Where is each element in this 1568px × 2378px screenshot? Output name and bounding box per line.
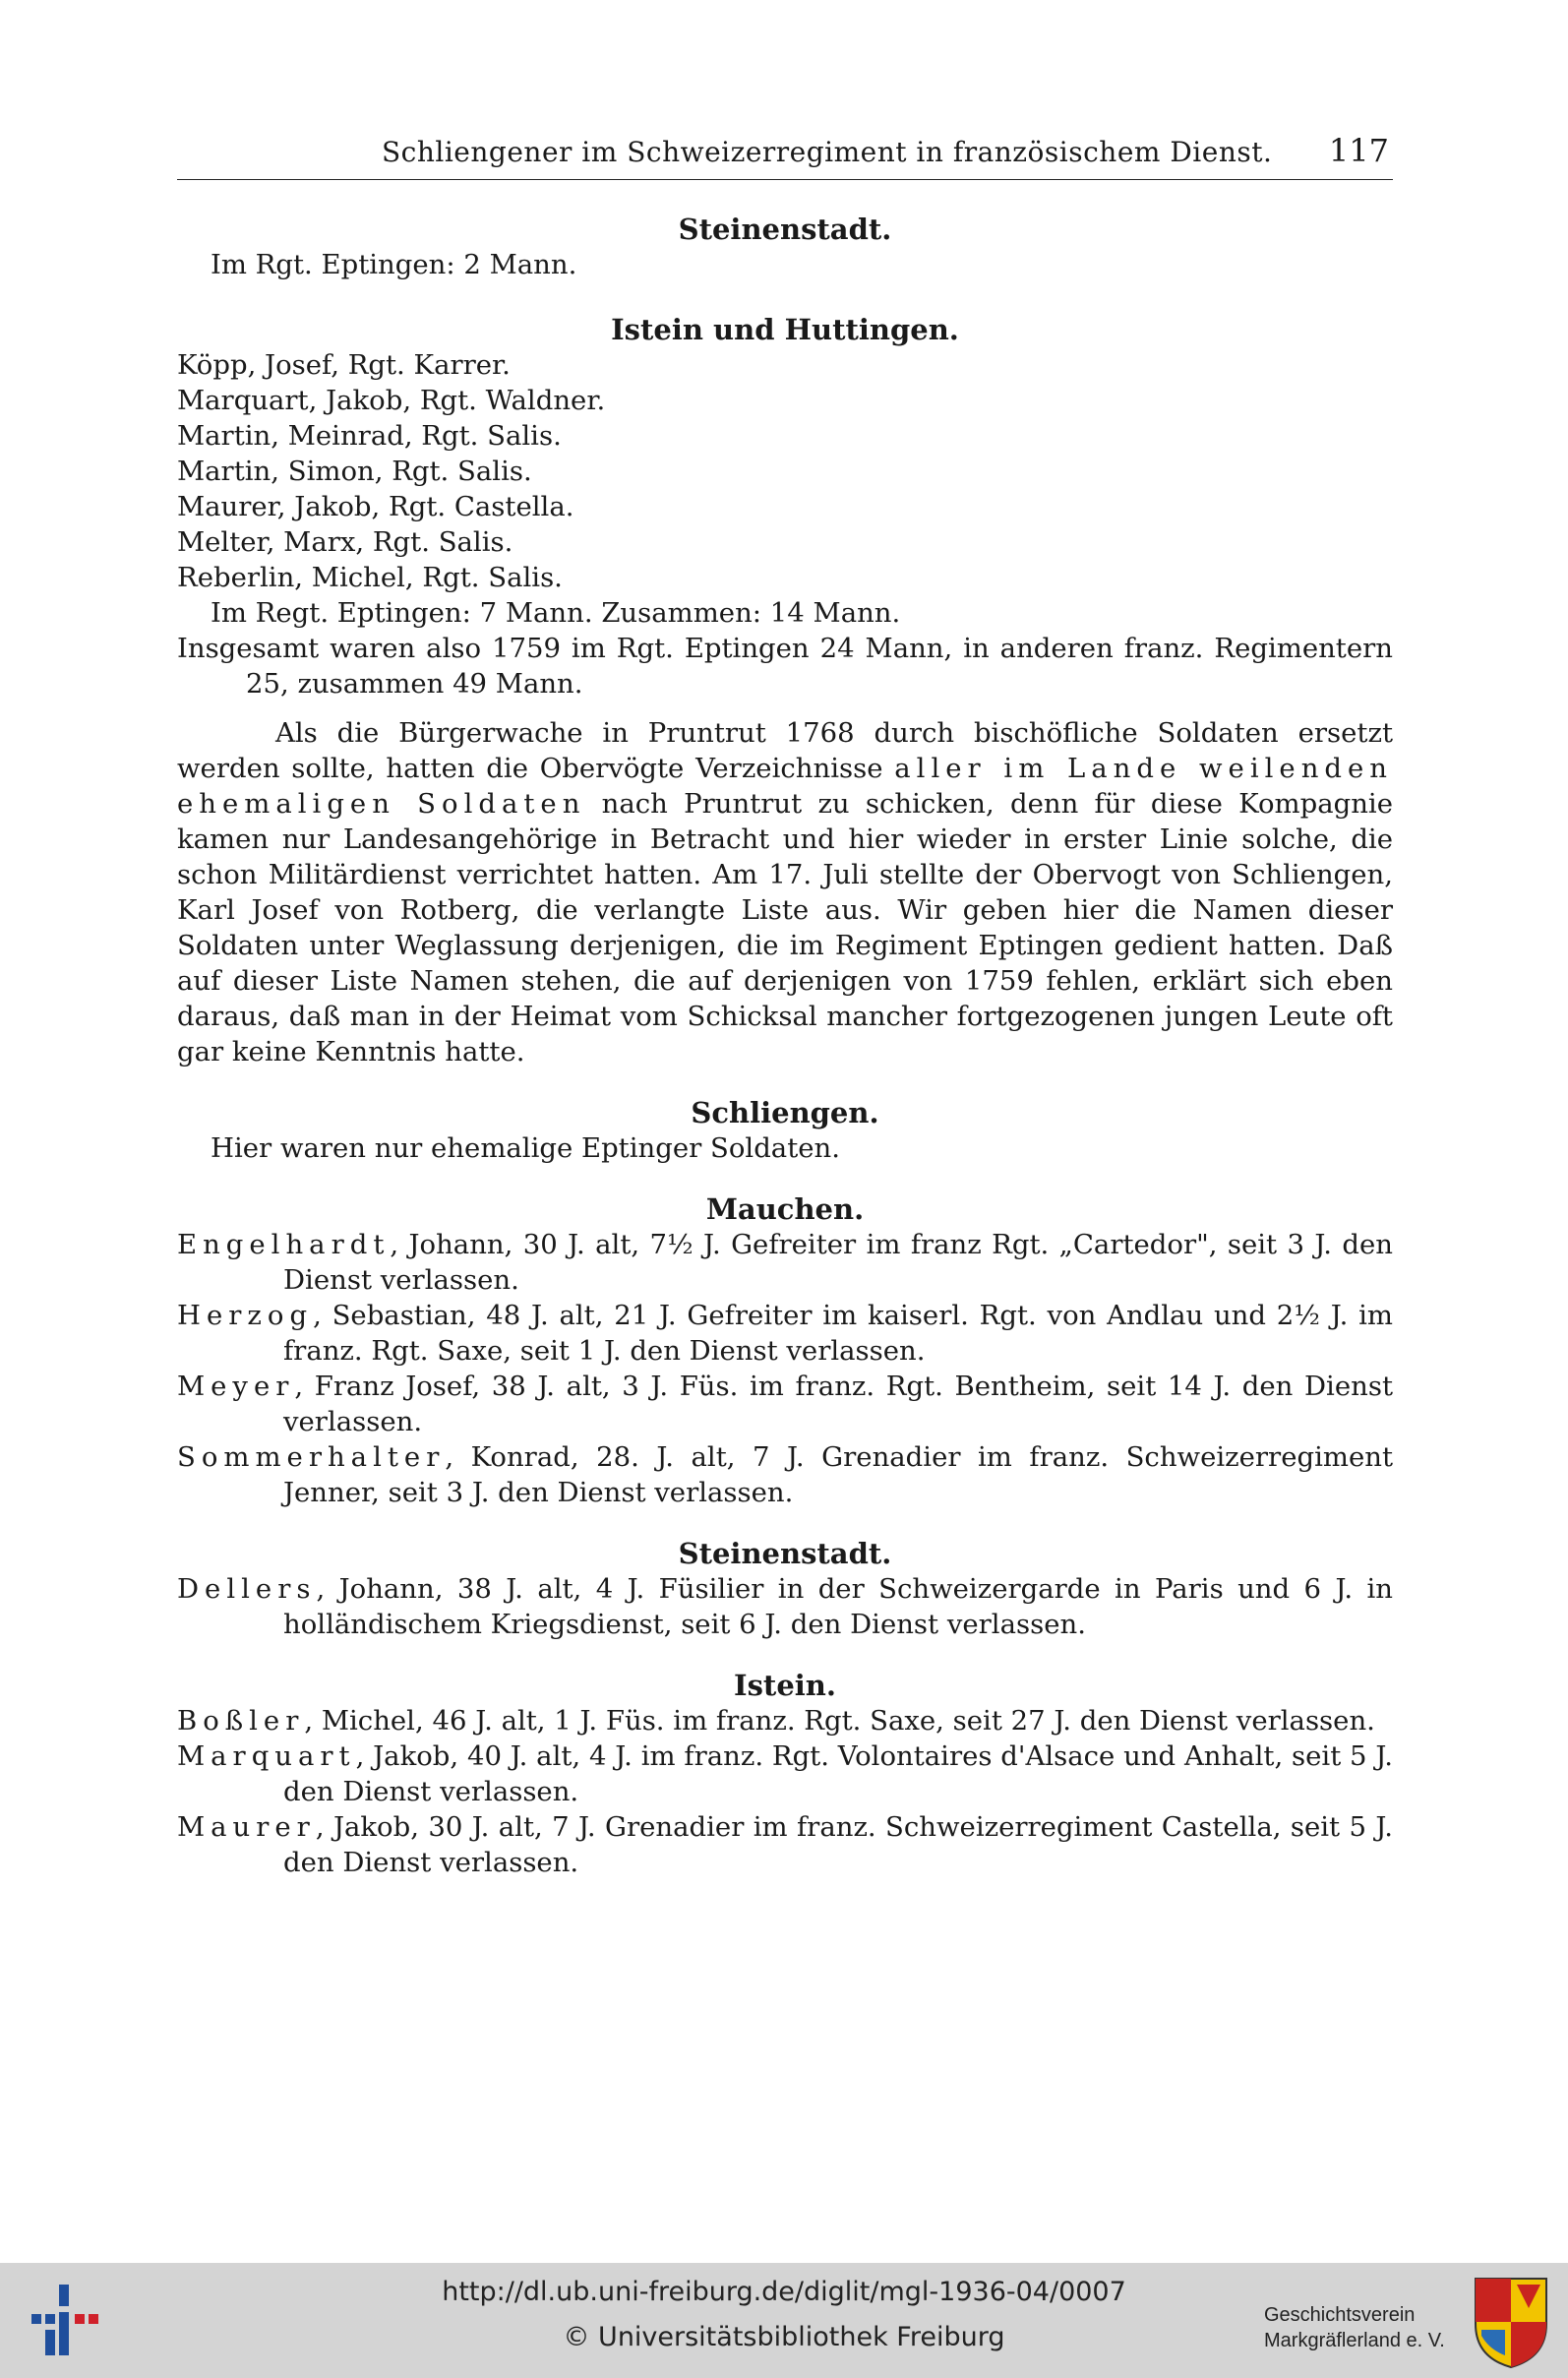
text-line: Hier waren nur ehemalige Eptinger Soldaten. — [211, 1132, 840, 1164]
body-paragraph: Als die Bürgerwache in Pruntrut 1768 durch bischöfliche Soldaten ersetzt werden sollte, hatten die Obervögte Verzeichnisse aller im Lande weilenden ehemaligen Soldaten nach Pruntrut zu schicken, denn für diese Kompagnie kamen nur Landesangehörige in Betracht und hier wieder in erster Linie solche, die schon Militärdienst verrichtet hatten. Am 17. Juli stellte der Obervogt von Schliengen, Karl Josef von Rotberg, die verlangte Liste aus. Wir geben hier die Namen dieser Soldaten unter Weglassung derjenigen, die im Regiment Eptingen gedient hatten. Daß auf dieser Liste Namen stehen, die auf derjenigen von 1759 fehlen, erklärt sich eben daraus, daß man in der Heimat vom Schicksal mancher fortgezogenen jungen Leute oft gar keine Kenntnis hatte. — [177, 717, 1393, 1067]
soldier-entry: Meyer, Franz Josef, 38 J. alt, 3 J. Füs. im franz. Rgt. Bentheim, seit 14 J. den Dienst verlassen. — [177, 1371, 1393, 1437]
section-heading: Istein. — [734, 1669, 836, 1702]
footer-bar — [0, 2263, 1568, 2378]
text-line: Im Regt. Eptingen: 7 Mann. Zusammen: 14 Mann. — [211, 597, 901, 629]
section-heading: Istein und Huttingen. — [611, 313, 959, 346]
section-heading: Steinenstadt. — [678, 1537, 892, 1570]
list-item: Köpp, Josef, Rgt. Karrer. — [177, 349, 511, 381]
coat-of-arms-icon — [1472, 2275, 1550, 2369]
soldier-entry: Maurer, Jakob, 30 J. alt, 7 J. Grenadier im franz. Schweizerregiment Castella, seit 5 J. den Dienst verlassen. — [177, 1811, 1393, 1878]
section-heading: Schliengen. — [691, 1096, 879, 1129]
list-item: Martin, Simon, Rgt. Salis. — [177, 456, 532, 487]
soldier-entry: Sommerhalter, Konrad, 28. J. alt, 7 J. Grenadier im franz. Schweizerregiment Jenner, seit 3 J. den Dienst verlassen. — [177, 1441, 1393, 1508]
footer-copyright: © Universitätsbibliothek Freiburg — [563, 2322, 1005, 2352]
list-item: Melter, Marx, Rgt. Salis. — [177, 526, 513, 558]
soldier-entry: Dellers, Johann, 38 J. alt, 4 J. Füsilier in der Schweizergarde in Paris und 6 J. in holländischem Kriegsdienst, seit 6 J. den Dienst verlassen. — [177, 1573, 1393, 1640]
section-heading: Mauchen. — [705, 1192, 865, 1226]
soldier-entry: Herzog, Sebastian, 48 J. alt, 21 J. Gefreiter im kaiserl. Rgt. von Andlau und 2½ J. im franz. Rgt. Saxe, seit 1 J. den Dienst verlassen. — [177, 1300, 1393, 1367]
list-item: Marquart, Jakob, Rgt. Waldner. — [177, 385, 606, 416]
soldier-entry: Engelhardt, Johann, 30 J. alt, 7½ J. Gefreiter im franz Rgt. „Cartedor", seit 3 J. den Dienst verlassen. — [177, 1229, 1393, 1296]
footer-url-link[interactable]: http://dl.ub.uni-freiburg.de/diglit/mgl-1936-04/0007 — [442, 2277, 1126, 2307]
page-number: 117 — [1328, 132, 1389, 169]
list-item: Maurer, Jakob, Rgt. Castella. — [177, 491, 574, 522]
section-heading: Steinenstadt. — [678, 213, 892, 246]
page-body — [177, 212, 1393, 1880]
soldier-entry: Boßler, Michel, 46 J. alt, 1 J. Füs. im franz. Rgt. Saxe, seit 27 J. den Dienst verlassen. — [177, 1705, 1375, 1737]
soldier-entry: Marquart, Jakob, 40 J. alt, 4 J. im franz. Rgt. Volontaires d'Alsace und Anhalt, seit 5 J. den Dienst verlassen. — [177, 1740, 1393, 1807]
running-title: Schliengener im Schweizerregiment in französischem Dienst. — [382, 136, 1273, 168]
summary-text: Insgesamt waren also 1759 im Rgt. Eptingen 24 Mann, in anderen franz. Regimentern 25, zusammen 49 Mann. — [177, 633, 1393, 700]
list-item: Martin, Meinrad, Rgt. Salis. — [177, 420, 562, 452]
text-line: Im Rgt. Eptingen: 2 Mann. — [211, 249, 577, 280]
running-header — [177, 132, 1393, 180]
list-item: Reberlin, Michel, Rgt. Salis. — [177, 562, 563, 593]
society-name: Geschichtsverein Markgräflerland e. V. — [1264, 2304, 1445, 2351]
